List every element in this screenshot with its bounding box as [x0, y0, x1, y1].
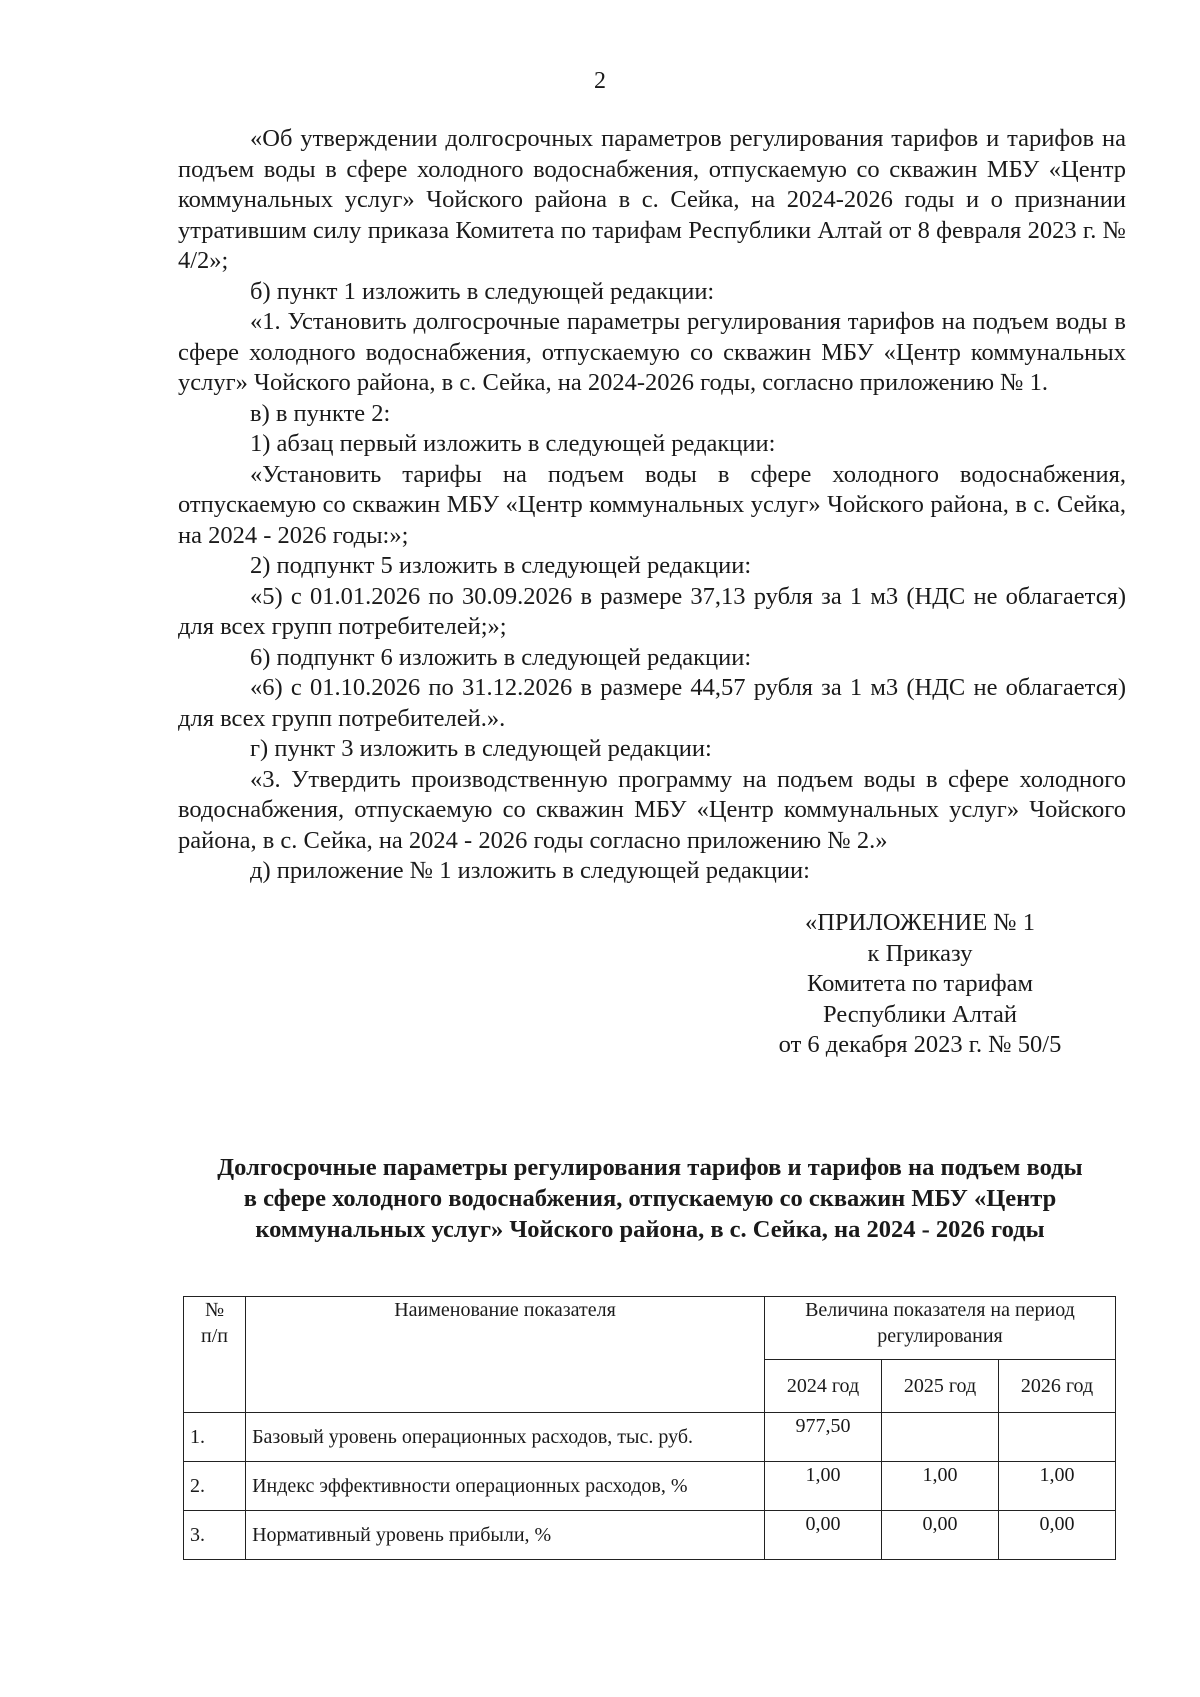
- table-title-line: Долгосрочные параметры регулирования тарифов и тарифов на подъем воды: [217, 1154, 1083, 1181]
- paragraph: 2) подпункт 5 изложить в следующей редакции:: [250, 552, 752, 579]
- paragraph: «5) с 01.01.2026 по 30.09.2026 в размере 37,13 рубля за 1 м3 (НДС не облагается) для всех групп потребителей;»;: [178, 582, 1126, 640]
- row-number: 1.: [184, 1413, 246, 1462]
- paragraph: «1. Установить долгосрочные параметры регулирования тарифов на подъем воды в сфере холодного водоснабжения, отпускаемую со скважин МБУ «Центр коммунальных услуг» Чойского района, в с. Сейка, на 2024-2026 годы, согласно приложению № 1.: [178, 308, 1126, 396]
- row-value: 0,00: [998, 1511, 1115, 1560]
- row-name: Нормативный уровень прибыли, %: [246, 1511, 765, 1560]
- row-name: Индекс эффективности операционных расходов, %: [246, 1462, 765, 1511]
- appendix-line: «ПРИЛОЖЕНИЕ № 1: [804, 909, 1036, 936]
- paragraph: «3. Утвердить производственную программу на подъем воды в сфере холодного водоснабжения, отпускаемую со скважин МБУ «Центр коммунальных услуг» Чойского района, в с. Сейка, на 2024 - 2026 годы согласно приложению № 2.»: [178, 765, 1126, 854]
- paragraph: в) в пункте 2:: [250, 399, 391, 427]
- row-value: [881, 1413, 998, 1462]
- header-year: 2026 год: [998, 1360, 1115, 1413]
- paragraph: «Установить тарифы на подъем воды в сфере холодного водоснабжения, отпускаемую со скважин МБУ «Центр коммунальных услуг» Чойского района, в с. Сейка, на 2024 - 2026 годы:»;: [178, 460, 1126, 549]
- page-number: 2: [594, 68, 606, 94]
- table-header-row: [184, 1297, 1116, 1360]
- row-number: 2.: [184, 1462, 246, 1511]
- header-number-line: п/п: [201, 1325, 229, 1347]
- paragraph: «Об утверждении долгосрочных параметров регулирования тарифов и тарифов на подъем воды в сфере холодного водоснабжения, отпускаемую со скважин МБУ «Центр коммунальных услуг» Чойского района в с. Сейка, на 2024-2026 годы и о признании утратившим силу приказа Комитета по тарифам Республики Алтай от 8 февраля 2023 г. № 4/2»;: [178, 125, 1126, 274]
- row-value: 0,00: [764, 1511, 881, 1560]
- document-body: [178, 124, 1126, 887]
- header-value: Величина показателя на период регулирования: [764, 1297, 1115, 1360]
- paragraph: 6) подпункт 6 изложить в следующей редакции:: [250, 643, 752, 671]
- table-row: [184, 1462, 1116, 1511]
- paragraph: д) приложение № 1 изложить в следующей редакции:: [250, 857, 810, 884]
- header-number-line: №: [204, 1299, 225, 1321]
- row-value: 1,00: [881, 1462, 998, 1511]
- paragraph: б) пункт 1 изложить в следующей редакции:: [250, 277, 715, 305]
- appendix-line: от 6 декабря 2023 г. № 50/5: [778, 1031, 1062, 1058]
- table-title: [170, 1152, 1130, 1245]
- appendix-line: к Приказу: [867, 939, 973, 967]
- appendix-header: [700, 908, 1140, 1061]
- paragraph: 1) абзац первый изложить в следующей редакции:: [250, 430, 776, 457]
- parameters-table: [183, 1296, 1116, 1560]
- row-value: [998, 1413, 1115, 1462]
- row-value: 1,00: [998, 1462, 1115, 1511]
- paragraph: «6) с 01.10.2026 по 31.12.2026 в размере 44,57 рубля за 1 м3 (НДС не облагается) для всех групп потребителей.».: [178, 674, 1126, 732]
- table-row: [184, 1413, 1116, 1462]
- table-title-line: коммунальных услуг» Чойского района, в с. Сейка, на 2024 - 2026 годы: [255, 1216, 1045, 1243]
- table-title-line: в сфере холодного водоснабжения, отпускаемую со скважин МБУ «Центр: [243, 1185, 1057, 1212]
- appendix-line: Республики Алтай: [823, 1000, 1017, 1028]
- paragraph: г) пункт 3 изложить в следующей редакции:: [250, 735, 712, 762]
- header-number: [184, 1297, 246, 1413]
- row-name: Базовый уровень операционных расходов, тыс. руб.: [246, 1413, 765, 1462]
- table-row: [184, 1511, 1116, 1560]
- header-year: 2024 год: [764, 1360, 881, 1413]
- appendix-line: Комитета по тарифам: [806, 970, 1034, 997]
- row-value: 977,50: [764, 1413, 881, 1462]
- row-value: 0,00: [881, 1511, 998, 1560]
- row-value: 1,00: [764, 1462, 881, 1511]
- header-year: 2025 год: [881, 1360, 998, 1413]
- row-number: 3.: [184, 1511, 246, 1560]
- header-name: Наименование показателя: [246, 1297, 765, 1413]
